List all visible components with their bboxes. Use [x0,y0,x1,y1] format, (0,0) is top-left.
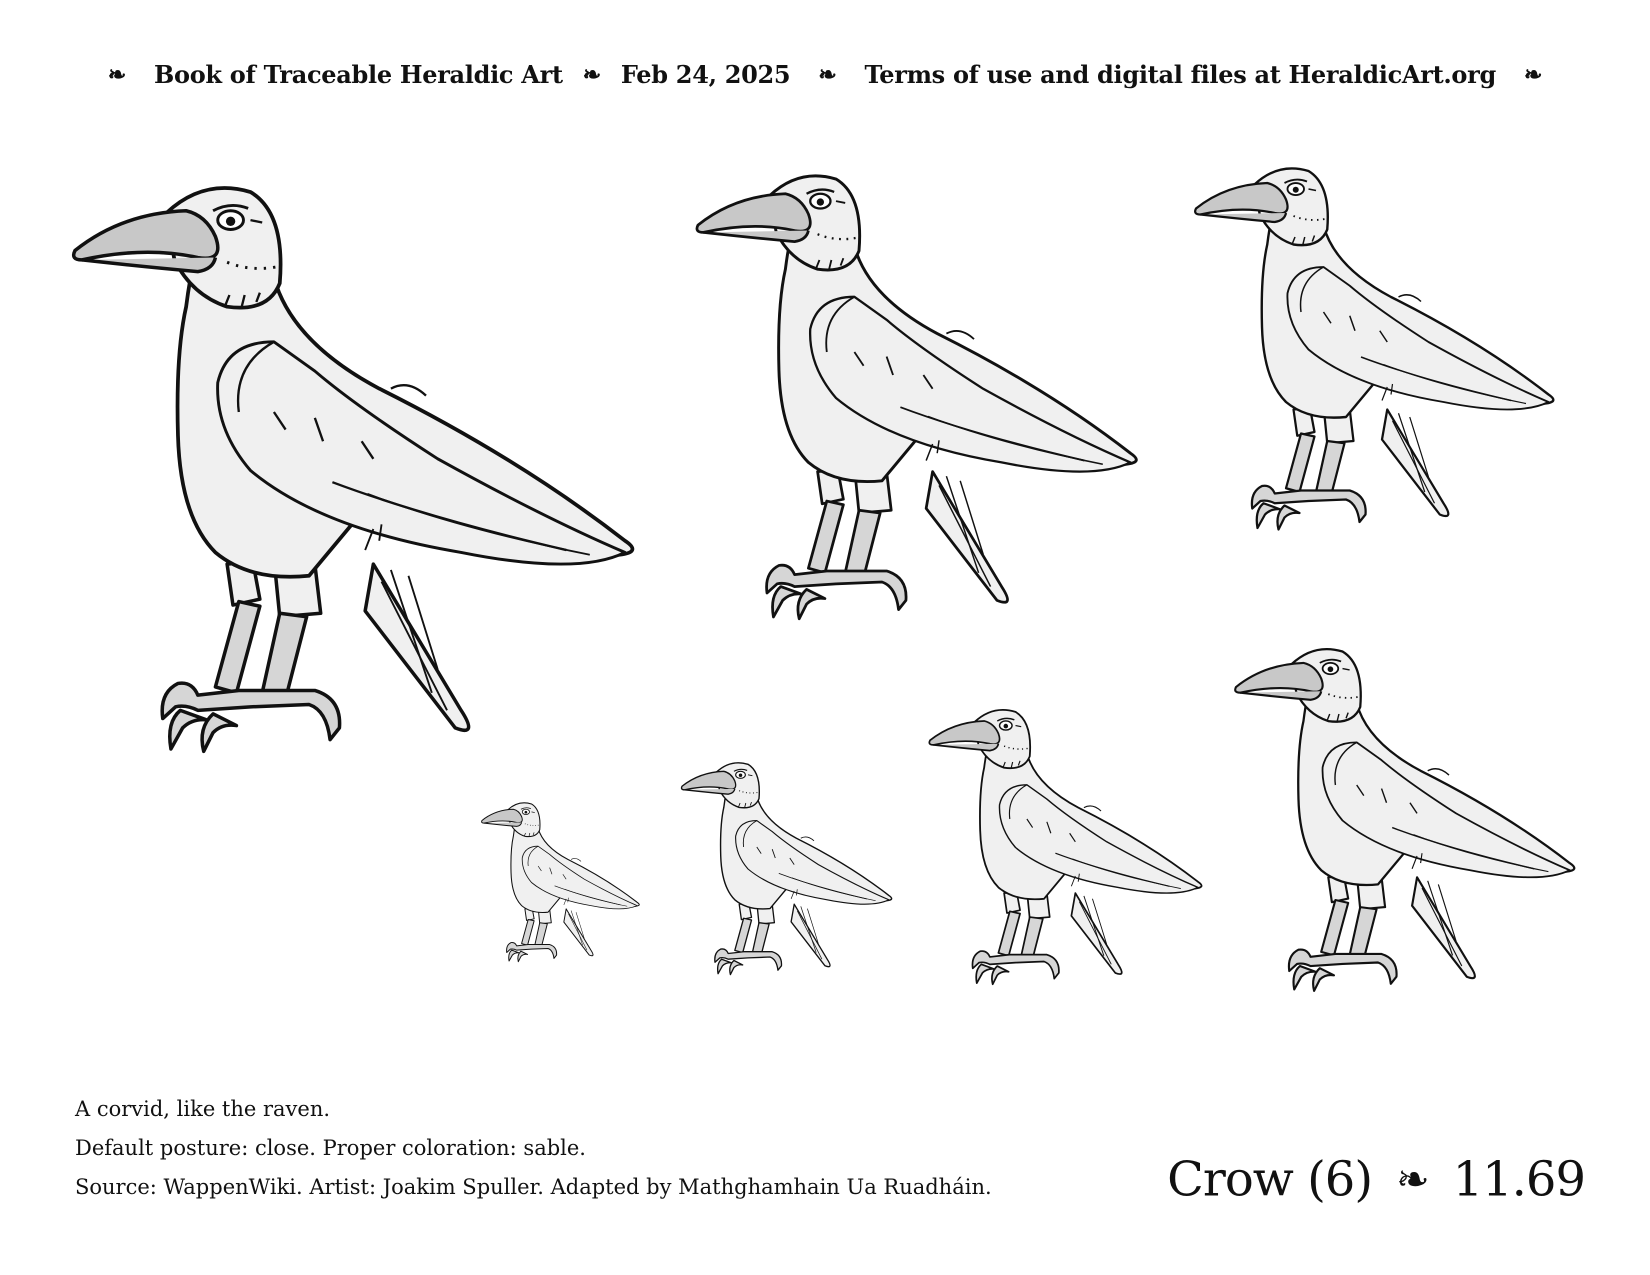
crow-figure-3 [1195,168,1553,529]
crow-figure-6 [681,763,891,975]
ornament-icon: ❧ [1523,61,1543,88]
crow-figure-7 [482,803,640,962]
ornament-icon: ❧ [1396,1156,1429,1203]
date: Feb 24, 2025 [620,60,791,89]
plate-name: Crow (6) [1167,1151,1373,1208]
description-line-3: Source: WappenWiki. Artist: Joakim Spuller. Adapted by Mathghamhain Ua Ruadháin. [75,1175,992,1199]
ornament-icon: ❧ [582,61,601,88]
ornament-icon: ❧ [107,61,127,88]
description-line-2: Default posture: close. Proper coloration: sable. [75,1136,586,1160]
crow-figure-1 [74,188,633,751]
description-line-1: A corvid, like the raven. [75,1097,331,1121]
plate-label [1167,1148,1585,1208]
terms-link[interactable]: Terms of use and digital files at HeraldicArt.org [864,60,1496,89]
crow-figure-2 [697,176,1136,619]
ornament-icon: ❧ [818,61,837,88]
description [75,1090,992,1207]
crow-figure-4 [1235,649,1574,991]
book-title: Book of Traceable Heraldic Art [154,60,563,89]
plate-number: 11.69 [1452,1151,1585,1208]
crow-figure-5 [929,710,1201,984]
